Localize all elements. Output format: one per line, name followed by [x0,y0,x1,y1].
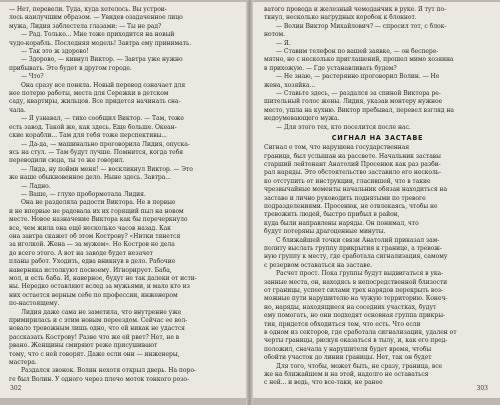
text-line: положил, сначала у нарушителя будет время, чтобы [264,345,432,353]
text-line: она завтра скажет об этом Кострову? «Нитки тянется [9,232,181,240]
text-line: Сигнал о том, что нарушена государственная [264,144,410,152]
text-line: — Здорово, — кивнул Виктор. — Завтра уже нужно [21,56,183,64]
text-line: место, ушла на кухню. Виктор пребывал, перевел взгляд на [264,106,454,114]
text-line: обойти участок до линии границы. Нет, так он будет [264,354,432,362]
text-line: мятно, но с несколько приглашений, прошел мимо хозяина [264,56,454,64]
text-line: рвано. Женщины смиряют реже присушивают [9,342,158,350]
text-line: можные пути нарушителю на чужую территорию. Конеч- [264,295,448,303]
text-line: — Рад. Только... Мне тоже приходится на новый [21,31,175,39]
text-line: ватого провода и железный чемоданчик в руке. Я тут по- [264,6,447,13]
text-line: чудо-корабль. Последняя модель! Завтра ему принимать. [9,39,192,47]
text-line: — Ставьте здесь, — раздался за спиной Виктора ре- [276,90,441,98]
text-line: рассказать Кострову! Разве что же ей рвет? Нет, не в [9,333,180,341]
text-line: до всего этого. А вот на заводе будет незачет [9,249,153,257]
text-line: наверняка истолкуют посвоему. Игнорирует. Баба, [9,266,172,274]
text-line: ясь на стул. — Там будут лучше. Помнится, когда тебя [9,148,184,156]
text-line: прибывать. Это будет в другом городе. [9,64,132,72]
text-line: чала. [9,106,26,114]
right-page [253,2,500,398]
text-line: примирилась и с этим новым переездом. Сейчас ее вол- [9,317,188,325]
text-line: куда были направлены наряды. Он понимал, что [264,219,419,227]
text-line: новало тревожным лишь одно, что ей никак не удастся [9,325,185,333]
text-line: ге был Волин. У одного через плечо моток тонкого розо- [9,375,190,383]
text-line: месте. Новое назначение Виктора как бы перечеркнуло [9,216,188,224]
text-line: — Так это ж здорово! [21,48,89,56]
text-line: тревожить людей, быстро прибыл в район, [264,211,400,219]
text-line: же на ближайшем и на этой, надолго не оставаться [264,371,429,379]
text-line: нее потерю работы, места для Сережки в детском [9,90,169,98]
text-line: — Я узнавал, — тихо сообщил Виктор. — Там, тоже [21,115,184,123]
text-line: переводили сюда, ты то же говорил. [9,157,125,165]
text-line: в прихожую. — Где устанавливать будем? [264,64,397,72]
book-gutter [246,0,253,405]
text-line: Лидия даже сама не заметила, что внутренне уже [21,308,182,316]
text-line: Расчет прост. Пока группы будут выдвигаться в ука- [276,270,444,278]
text-line: все, чем жила она ещё несколько часов назад. Как [9,224,171,232]
text-line: — Волин Виктор Михайлович? — спросил тот, с блок- [276,22,447,30]
text-line: Раздался звонок. Волин нехотя открыл дверь. На поро- [21,367,196,375]
page-number-left: 302 [10,385,22,392]
text-line: Она сразу все поняла. Новый перевод означает для [21,81,186,89]
chapter-heading: СИГНАЛ НА ЗАСТАВЕ [331,134,424,143]
left-page-text [9,6,237,384]
text-line: — Ладно. [21,182,51,190]
text-line: — Не знаю, — растерянно проговорил Волин. — Не [276,73,440,81]
text-line: тия, придется обходиться тем, что есть. Что если [264,320,421,328]
text-line: и не впервые не радовала их их горящий пыл на новом [9,207,184,215]
text-line: за иголкой. Жена — за мужем». Но Костров не дела [9,241,175,249]
text-line: жена, хозяйка... [264,81,316,89]
text-line: мастера. [9,359,37,367]
text-line: — Лида, ну пойми меня! — воскликнул Виктор. — Это [21,165,193,173]
text-line: чрезвычайные моменты начальник обязан находиться на [264,186,448,194]
text-line: саду, квартиры, жильцов. Все придется начинать сна- [9,98,181,106]
text-line: — Ставим телефон по вашей заявке, — он беспере- [276,48,439,56]
text-line: есть завод. Такой же, как здесь. Еще больше. Океан- [9,123,177,131]
text-line: С ближайшей точки связи Анатолий приказал зам- [276,236,440,244]
text-line: — Что? [21,73,44,81]
text-line: — Ваше, — глухо пробормотала Лидия. [21,190,146,198]
text-line: заставе и лично руководить поднятыми по тревоге [264,194,426,202]
text-line: ны. Нередко оставляют вслед за мужьями, и мало кто из [9,283,190,291]
text-line: занные места, он, находясь в непосредственной близости [264,278,448,286]
text-line: будут потеряны драгоценные минуты. [264,228,386,236]
text-line: них остается верным себе по профессии, инженером [9,291,178,299]
text-line: мол, и есть баба. И, наверное, будут не так далеки от исти- [9,275,197,282]
text-line: планы работ. Уходить, едва вникнув в дело. Рабочие [9,258,176,266]
text-line: ко отступить от инструкции, гласившей, что в такие [264,177,431,185]
text-line: рал наряды. Это обстоятельство заставило его несколь- [264,169,442,177]
text-line: ему помогать, но они подходят основная группа прикры- [264,312,445,320]
text-line: политу выслать группу прикрытия к границе, а тревож- [264,244,442,252]
text-line: черты границы, рискуя оказаться в тылу, и, как его пред- [264,337,448,345]
text-line: с резервом оставаться на заставе. [264,261,372,269]
right-page-text [264,6,491,388]
page-number-right: 303 [476,385,488,392]
text-line: — Для этого тех, кто поселится после нас. [276,123,411,131]
text-line: в одном из секторов, где сработала сигнализация, удален от [264,329,457,337]
text-line: подразделениями. Просенюк, не отвлекаясь, чтобы не [264,202,438,210]
text-line: граница, был услышан на рассвете. Начальник заставы [264,152,441,160]
text-line: Она не разделяла радости Виктора. Не в первые [21,199,176,207]
text-line: нотом. [264,31,285,39]
text-line: же наше обыкновенное дело. Ныне здесь. Завтра... [9,174,171,182]
chapter-body [264,144,491,388]
text-line: Для того, чтобы, может быть, не сразу, граница, все [276,362,443,370]
text-line: тому, что с ней говорят. Даже если они — инженеры, [9,350,180,358]
text-line: по-настоящему. [9,300,60,308]
text-line: шительный голос жены. Лидия, указав монтеру нужное [264,98,443,106]
text-line: ские корабли... Там для тебя тоже перспективы... [9,132,167,140]
text-line: — Да-да, — машинально проговорила Лидия, опуска- [21,140,190,148]
text-line: но, наряды, находящиеся на соседних участках, будут [264,303,437,311]
text-line: — Нет, перевели. Туда, куда хотелось. Вы устрои- [9,6,167,13]
text-line: ную группу к месту, где сработала сигнализация, самому [264,253,448,261]
text-line: с ней... и ведь, что все-таки, не ранее [264,379,383,387]
text-line: недоумевающего мужа. [264,115,340,123]
text-line: старший лейтенант Анатолий Просенюк как раз разби- [264,160,441,168]
text-line: от границы, успеет силами трех нарядов перекрыть воз- [264,287,444,294]
text-line: мужа, Лидия заблестела глазами: — Ты не рад? [9,22,162,30]
left-page [0,2,246,398]
text-line: — Я. [276,39,291,47]
story-ending [264,6,491,132]
text-line: лось наилучшим образом. — Увидев озадаченное лицо [9,14,183,22]
text-line: ткнул, несколько нагрудных коробок к блокнот. [264,14,417,22]
